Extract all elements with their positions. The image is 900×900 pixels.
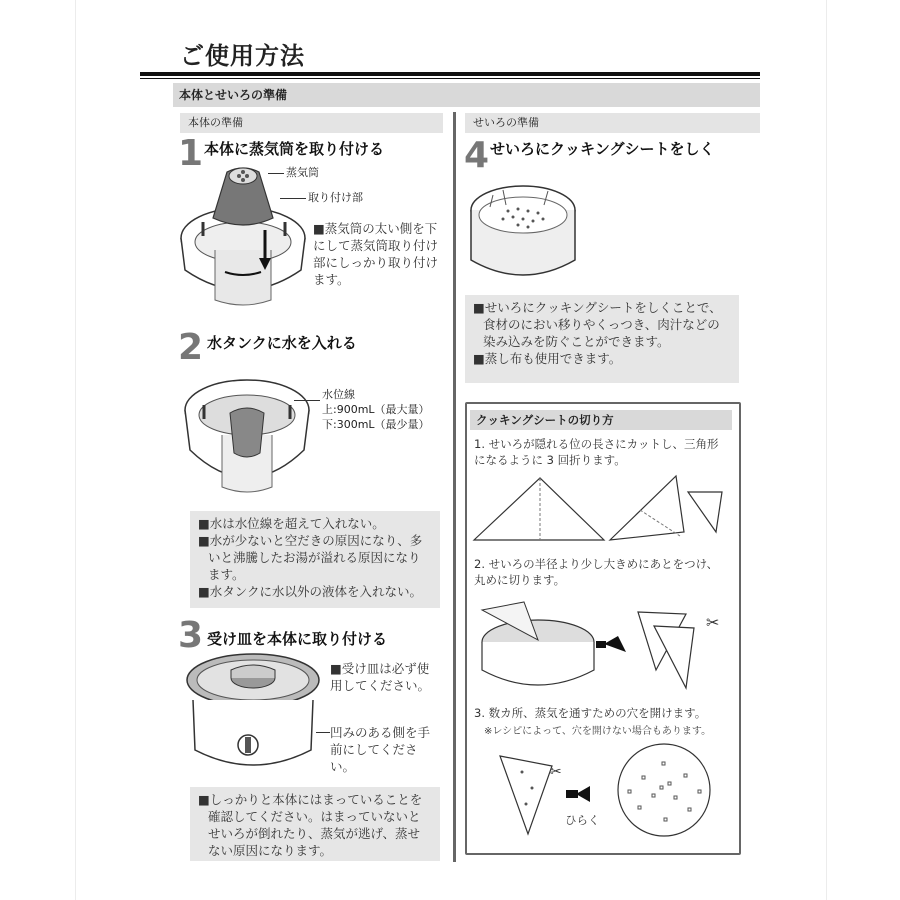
step-2-notes bbox=[190, 511, 440, 608]
title-rule-thin bbox=[140, 78, 760, 79]
step-4-title: せいろにクッキングシートをしく bbox=[490, 140, 715, 158]
label-chimney: 蒸気筒 bbox=[286, 166, 319, 179]
leader-water-level bbox=[294, 400, 320, 401]
tip-3-text: 3. 数カ所、蒸気を通すための穴を開けます。 bbox=[474, 706, 707, 720]
leader-recess bbox=[316, 732, 330, 733]
step-4-number: 4 bbox=[464, 135, 490, 176]
step-2-note-1: ■水は水位線を超えて入れない。 bbox=[198, 516, 385, 531]
drip-tray-illustration bbox=[183, 650, 328, 780]
subheader-body-prep: 本体の準備 bbox=[180, 113, 443, 133]
step-2-note-2: ■水が少ないと空だきの原因になり、多いと沸騰したお湯が溢れる原因になります。 bbox=[198, 533, 423, 582]
step-4-note-1: ■せいろにクッキングシートをしくことで、食材のにおい移りやくっつき、肉汁などの染み込みを防ぐことができます。 bbox=[473, 300, 722, 349]
page-edge-left bbox=[75, 0, 76, 900]
label-lower-level: 下:300mL（最少量） bbox=[322, 418, 430, 431]
page-edge-right bbox=[826, 0, 827, 900]
label-water-level: 水位線 bbox=[322, 388, 355, 401]
open-label: ひらく bbox=[565, 813, 600, 827]
section-header: 本体とせいろの準備 bbox=[173, 83, 760, 107]
step-3-title: 受け皿を本体に取り付ける bbox=[207, 630, 388, 648]
title-rule bbox=[140, 72, 760, 76]
step-3-note-side: 凹みのある側を手前にしてください。 bbox=[330, 725, 431, 774]
cut-round-illustration bbox=[478, 600, 736, 695]
water-tank-illustration bbox=[182, 375, 322, 505]
label-upper-level: 上:900mL（最大量） bbox=[322, 403, 430, 416]
punch-holes-illustration bbox=[492, 742, 732, 842]
leader-mount bbox=[280, 198, 306, 199]
leader-chimney bbox=[268, 173, 284, 174]
tip-1-text: 1. せいろが隠れる位の長さにカットし、三角形になるように 3 回折ります。 bbox=[474, 437, 719, 467]
tips-header: クッキングシートの切り方 bbox=[470, 410, 732, 430]
tip-2-text: 2. せいろの半径より少し大きめにあとをつけ、丸めに切ります。 bbox=[474, 557, 719, 587]
svg-text:✂: ✂ bbox=[706, 613, 720, 632]
step-2-note-3: ■水タンクに水以外の液体を入れない。 bbox=[198, 584, 423, 599]
fold-triangle-illustration bbox=[470, 470, 732, 545]
step-3-box-note-text: ■しっかりと本体にはまっていることを確認してください。はまっていないとせいろが倒れたり、蒸気が逃げ、蒸せない原因になります。 bbox=[198, 792, 423, 858]
step-1-title: 本体に蒸気筒を取り付ける bbox=[204, 140, 385, 158]
step-2-title: 水タンクに水を入れる bbox=[207, 334, 357, 352]
step-2-number: 2 bbox=[178, 327, 204, 368]
step-1-number: 1 bbox=[178, 133, 204, 174]
tip-3-note: ※レシピによって、穴を開けない場合もあります。 bbox=[484, 726, 712, 737]
steamer-base-chimney-illustration bbox=[175, 160, 315, 310]
subheader-steamer-prep: せいろの準備 bbox=[465, 113, 760, 133]
step-3-note-must: ■受け皿は必ず使用してください。 bbox=[330, 661, 431, 693]
step-3-box-note bbox=[190, 787, 440, 861]
page-title: ご使用方法 bbox=[180, 42, 305, 70]
step-3-number: 3 bbox=[178, 615, 204, 656]
step-4-note-2: ■蒸し布も使用できます。 bbox=[473, 351, 622, 366]
svg-text:✂: ✂ bbox=[550, 764, 562, 780]
steamer-basket-illustration bbox=[468, 175, 580, 290]
label-mount: 取り付け部 bbox=[308, 191, 363, 204]
step-4-notes bbox=[465, 295, 739, 383]
step-1-note: ■蒸気筒の太い側を下にして蒸気筒取り付け部にしっかり取り付けます。 bbox=[313, 221, 439, 287]
column-divider bbox=[453, 112, 456, 862]
